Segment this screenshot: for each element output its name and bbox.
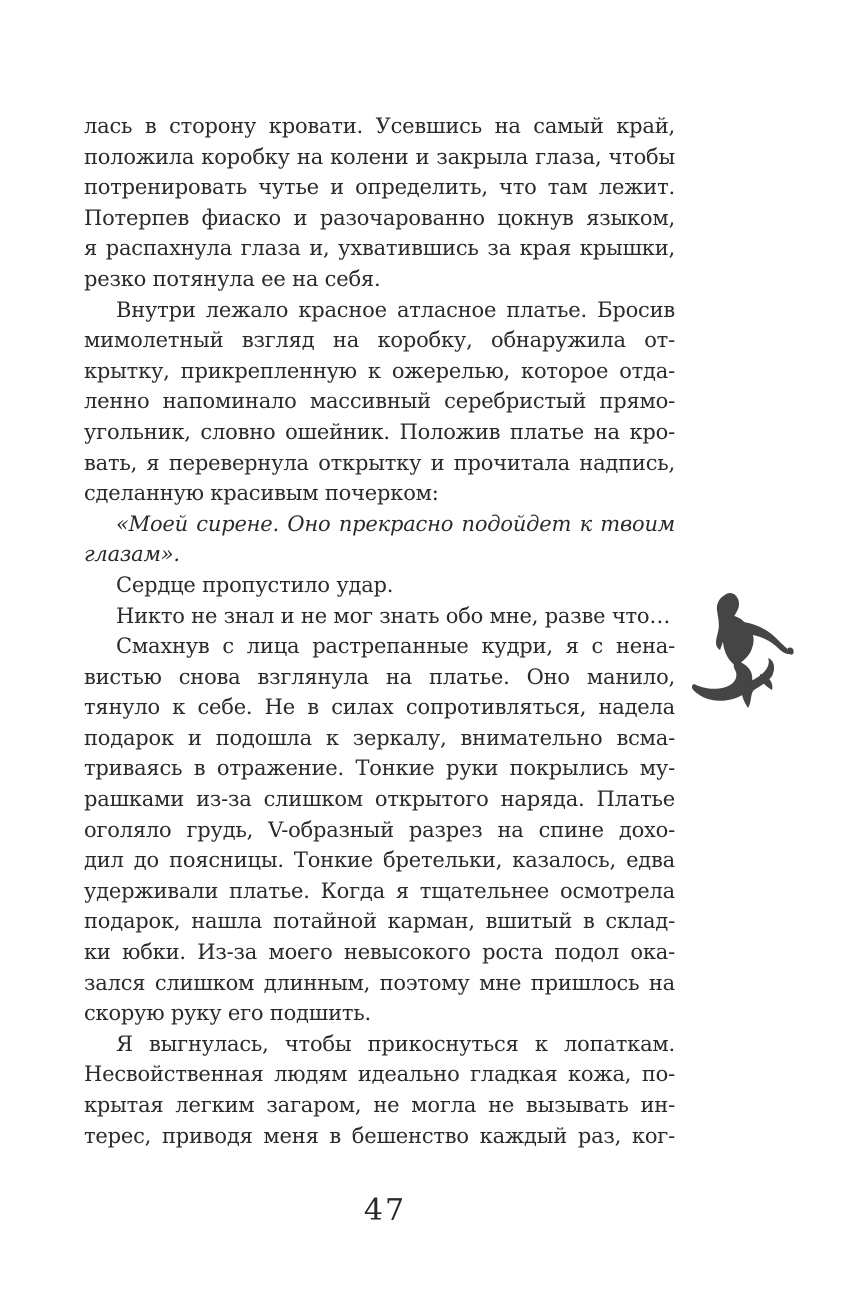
text-line: дил до поясницы. Тонкие бретельки, казалось, едва [84,848,675,873]
mermaid-silhouette-icon [690,590,795,715]
text-line: Смахнув с лица растрепанные кудри, я с нена- [116,634,675,659]
text-line: вистью снова взглянула на платье. Оно манило, [84,664,675,689]
text-line: рашками из-за слишком открытого наряда. Платье [84,787,675,812]
text-line: зался слишком длинным, поэтому мне пришлось на [84,970,675,995]
text-line: оголяло грудь, V-образный разрез на спине дохо- [84,817,675,842]
page-number: 47 [363,1193,407,1228]
text-line: подарок, нашла потайной карман, вшитый в склад- [84,909,675,934]
text-line: ленно напоминало массивный серебристый прямо- [84,389,675,414]
text-line: крытая легким загаром, не могла не вызывать ин- [84,1093,675,1117]
text-line: Внутри лежало красное атласное платье. Бросив [116,297,675,322]
text-line: резко потянула ее на себя. [84,266,381,291]
text-line: Потерпев фиаско и разочарованно цокнув языком, [84,205,675,230]
text-line: ки юбки. Из-за моего невысокого роста подол ока- [84,940,675,965]
text-line: положила коробку на колени и закрыла глаза, чтобы [84,144,675,169]
text-line: подарок и подошла к зеркалу, внимательно всма- [84,725,675,750]
text-line: сделанную красивым почерком: [84,481,439,506]
text-line: крытку, прикрепленную к ожерелью, которое отда- [84,358,675,383]
text-line: потренировать чутье и определить, что там лежит. [84,175,675,200]
text-line: лась в сторону кровати. Усевшись на самый край, [84,114,675,138]
text-line: вать, я перевернула открытку и прочитала надпись, [84,450,675,475]
quote-line: «Моей сирене. Оно прекрасно подойдет к твоим [116,511,675,536]
text-line: Никто не знал и не мог знать обо мне, разве что… [116,603,671,628]
text-line: скорую руку его подшить. [84,1001,372,1026]
text-line: угольник, словно ошейник. Положив платье на кро- [84,419,675,444]
quote-line: глазам». [84,542,180,567]
text-line: триваясь в отражение. Тонкие руки покрылись му- [84,756,675,781]
text-line: удерживали платье. Когда я тщательнее осмотрела [84,878,675,903]
text-line: Несвойственная людям идеально гладкая кожа, по- [84,1062,675,1087]
text-line: Я выгнулась, чтобы прикоснуться к лопаткам. [116,1031,675,1056]
body-text [84,111,675,1151]
text-line: Сердце пропустило удар. [116,572,394,597]
text-line: я распахнула глаза и, ухватившись за края крышки, [84,236,675,261]
text-line: мимолетный взгляд на коробку, обнаружила от- [84,328,675,353]
text-line: тянуло к себе. Не в силах сопротивляться, надела [84,695,675,720]
text-line: терес, приводя меня в бешенство каждый раз, ког- [84,1123,675,1148]
